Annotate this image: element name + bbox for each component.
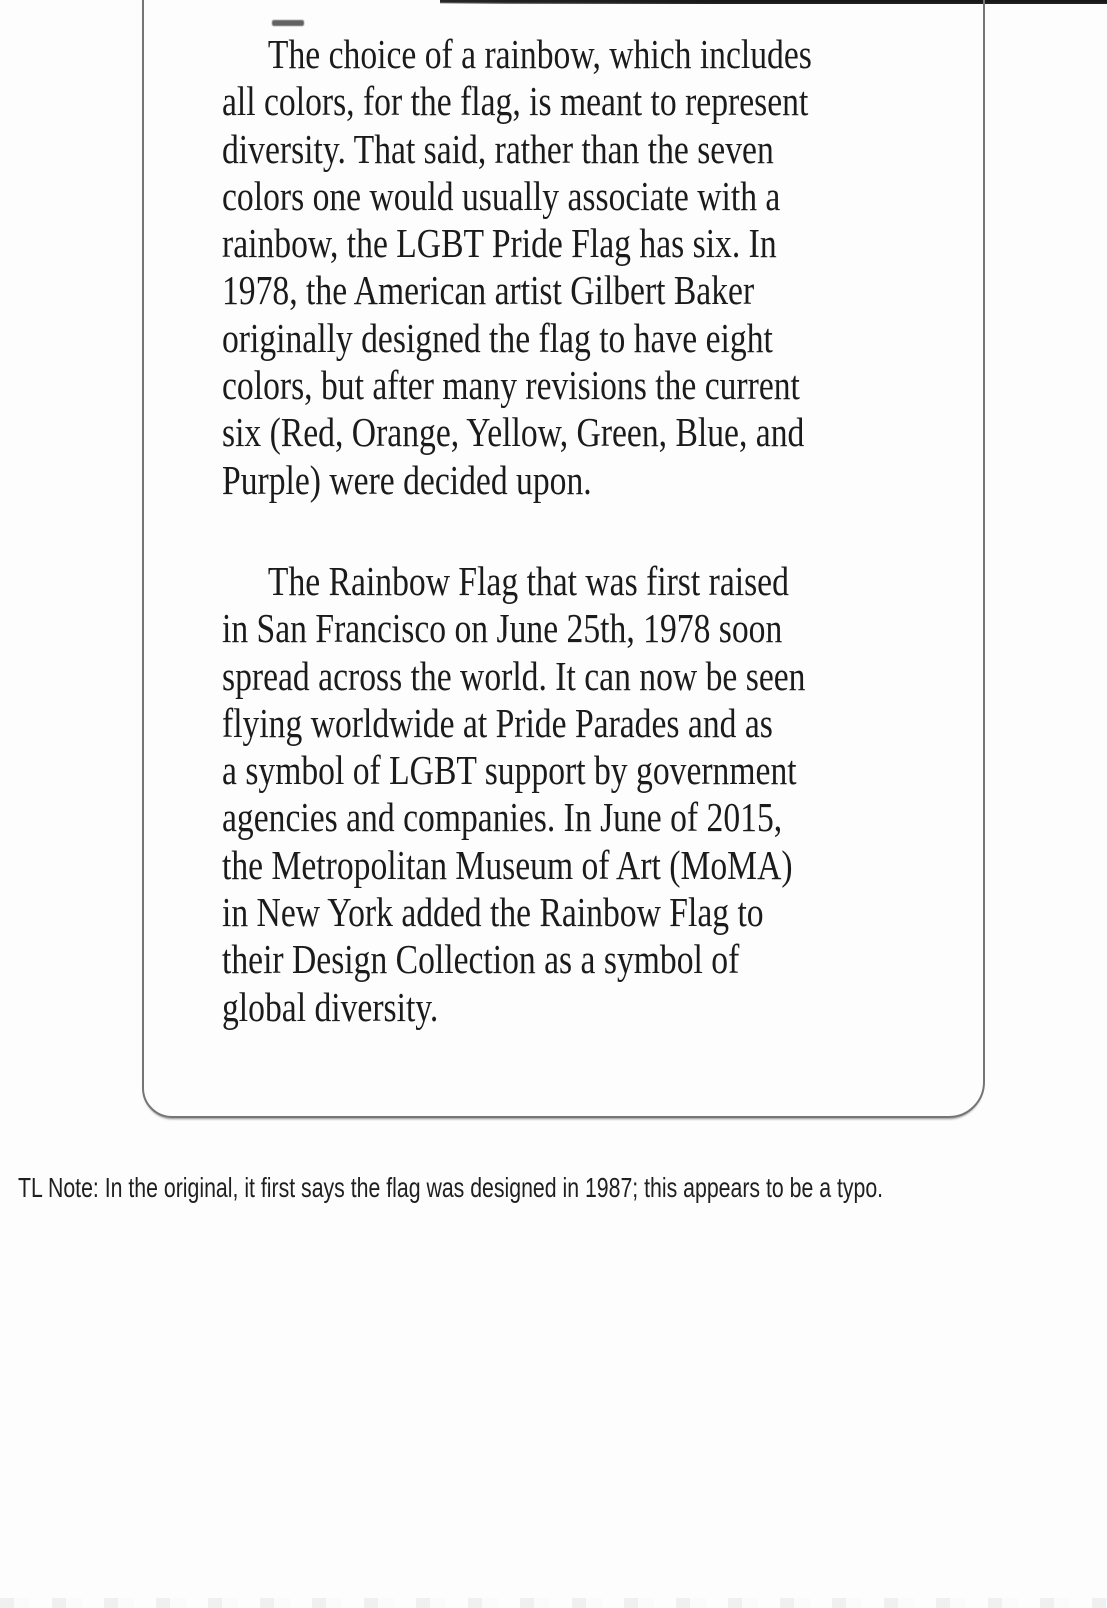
text-line: Purple) were decided upon. <box>222 456 592 503</box>
translator-note: TL Note: In the original, it first says the flag was designed in 1987; this appears to be a typo. <box>18 1172 884 1203</box>
text-line: spread across the world. It can now be seen <box>222 652 806 699</box>
text-line: rainbow, the LGBT Pride Flag has six. In <box>222 220 777 267</box>
text-line: diversity. That said, rather than the seven <box>222 125 774 172</box>
text-line: The choice of a rainbow, which includes <box>267 31 812 77</box>
text-line: six (Red, Orange, Yellow, Green, Blue, and <box>222 409 805 456</box>
text-line: The Rainbow Flag that was first raised <box>267 557 789 604</box>
text-line: colors one would usually associate with a <box>222 172 781 219</box>
text-line: all colors, for the flag, is meant to represent <box>222 78 809 125</box>
text-line: a symbol of LGBT support by government <box>222 747 797 794</box>
text-line: 1978, the American artist Gilbert Baker <box>222 267 755 314</box>
bubble-text-block <box>222 31 992 1031</box>
text-line: their Design Collection as a symbol of <box>222 936 740 983</box>
text-line: global diversity. <box>222 983 439 1030</box>
scan-bottom-noise-artifact <box>0 1598 1107 1608</box>
text-line: flying worldwide at Pride Parades and as <box>222 699 773 746</box>
text-line: the Metropolitan Museum of Art (MoMA) <box>222 841 793 888</box>
text-line: in San Francisco on June 25th, 1978 soon <box>222 605 783 652</box>
paragraph-flag-spread <box>222 558 992 1031</box>
text-line: originally designed the flag to have eight <box>222 314 773 361</box>
paragraph-flag-design <box>222 31 992 504</box>
text-line: agencies and companies. In June of 2015, <box>222 794 783 841</box>
text-line: colors, but after many revisions the current <box>222 362 800 409</box>
text-line: in New York added the Rainbow Flag to <box>222 889 764 936</box>
